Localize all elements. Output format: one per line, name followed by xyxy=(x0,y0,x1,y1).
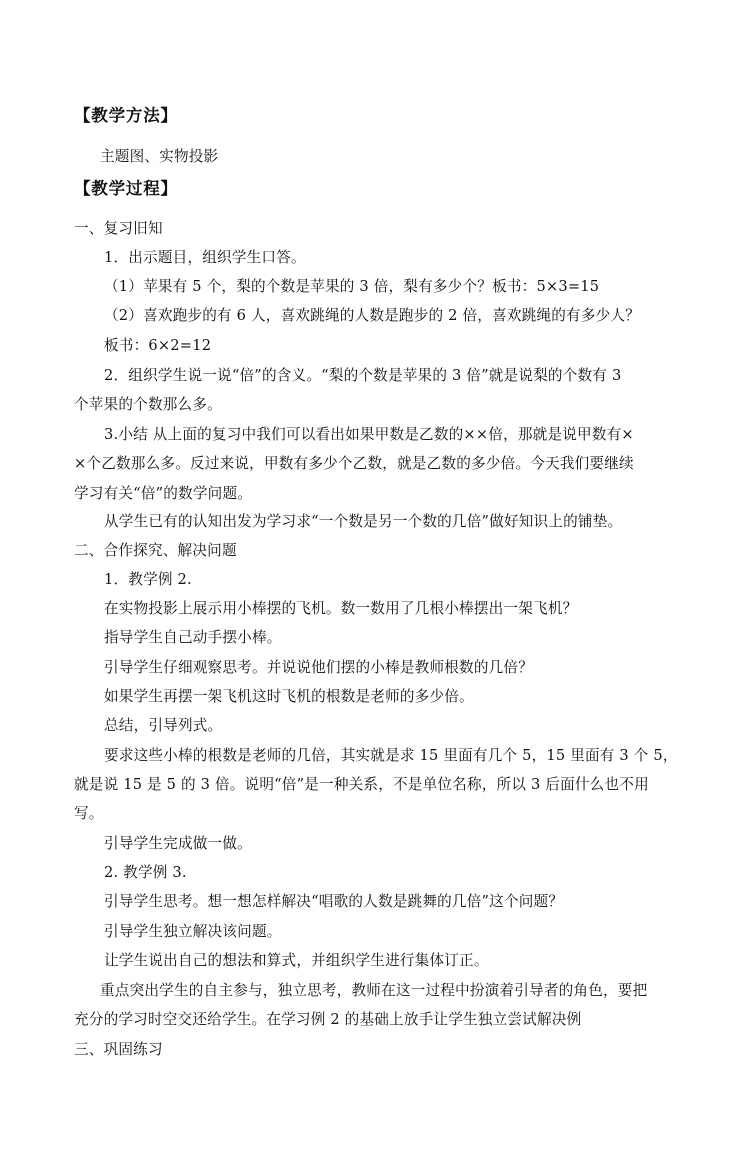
section-2-paragraph-6-line-3: 写。 xyxy=(74,805,104,822)
section-2-paragraph-8: 引导学生思考。想一想怎样解决“唱歌的人数是跳舞的几倍”这个问题？ xyxy=(104,893,564,910)
section-1-question-1: （1）苹果有 5 个，梨的个数是苹果的 3 倍，梨有多少个？板书：5×3=15 xyxy=(104,278,600,295)
section-1-item-3-line-1: 3.小结 从上面的复习中我们可以看出如果甲数是乙数的××倍，那就是说甲数有× xyxy=(104,426,634,443)
section-1-note: 从学生已有的认知出发为学习求“一个数是另一个数的几倍”做好知识上的铺垫。 xyxy=(104,513,623,530)
section-2-paragraph-2: 指导学生自己动手摆小棒。 xyxy=(104,629,282,646)
section-3-title: 三、巩固练习 xyxy=(74,1041,163,1058)
teaching-method-heading: 【教学方法】 xyxy=(74,106,178,125)
section-2-note-line-2: 充分的学习时空交还给学生。在学习例 2 的基础上放手让学生独立尝试解决例 xyxy=(74,1011,582,1028)
section-1-item-1: 1．出示题目，组织学生口答。 xyxy=(104,249,306,266)
section-1-item-2-line-1: 2．组织学生说一说“倍”的含义。“梨的个数是苹果的 3 倍”就是说梨的个数有 3 xyxy=(104,367,622,384)
section-1-item-2-line-2: 个苹果的个数那么多。 xyxy=(74,396,222,413)
section-1-board-note: 板书：6×2=12 xyxy=(104,337,212,354)
section-2-paragraph-10: 让学生说出自己的想法和算式，并组织学生进行集体订正。 xyxy=(104,952,489,969)
section-2-paragraph-6-line-1: 要求这些小棒的根数是老师的几倍，其实就是求 15 里面有几个 5，15 里面有 3 个 5， xyxy=(104,747,678,764)
section-2-paragraph-3: 引导学生仔细观察思考。并说说他们摆的小棒是教师根数的几倍？ xyxy=(104,659,534,676)
section-2-paragraph-9: 引导学生独立解决该问题。 xyxy=(104,923,282,940)
section-2-paragraph-7: 引导学生完成做一做。 xyxy=(104,835,252,852)
section-2-title: 二、合作探究、解决问题 xyxy=(74,542,237,559)
teaching-process-heading: 【教学过程】 xyxy=(74,179,178,198)
section-2-paragraph-6-line-2: 就是说 15 是 5 的 3 倍。说明“倍”是一种关系，不是单位名称，所以 3 后面什么也不用 xyxy=(74,776,649,793)
section-1-question-2: （2）喜欢跑步的有 6 人，喜欢跳绳的人数是跑步的 2 倍，喜欢跳绳的有多少人？ xyxy=(104,307,641,324)
section-2-paragraph-4: 如果学生再摆一架飞机这时飞机的根数是老师的多少倍。 xyxy=(104,688,474,705)
section-2-item-2: 2. 教学例 3. xyxy=(104,864,187,881)
section-1-item-3-line-2: ×个乙数那么多。反过来说，甲数有多少个乙数，就是乙数的多少倍。今天我们要继续 xyxy=(74,455,634,472)
section-2-paragraph-5: 总结，引导列式。 xyxy=(104,717,223,734)
section-2-paragraph-1: 在实物投影上展示用小棒摆的飞机。数一数用了几根小棒摆出一架飞机？ xyxy=(104,600,578,617)
teaching-method-body: 主题图、实物投影 xyxy=(100,148,219,165)
section-2-item-1: 1．教学例 2. xyxy=(104,571,192,588)
section-1-title: 一、复习旧知 xyxy=(74,220,163,237)
section-1-item-3-line-3: 学习有关“倍”的数学问题。 xyxy=(74,485,253,502)
section-2-note-line-1: 重点突出学生的自主参与，独立思考，教师在这一过程中扮演着引导者的角色，要把 xyxy=(100,982,648,999)
